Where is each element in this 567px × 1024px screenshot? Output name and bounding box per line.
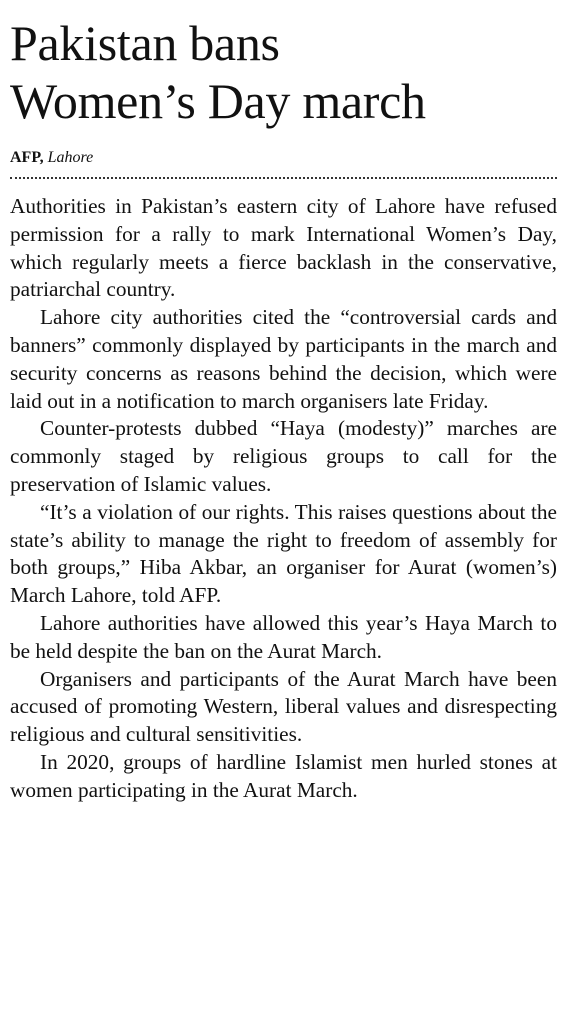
- headline-line-2: Women’s Day march: [10, 73, 426, 129]
- byline-place: Lahore: [47, 149, 94, 166]
- headline-line-1: Pakistan bans: [10, 15, 280, 71]
- article-body: [10, 193, 557, 805]
- paragraph-6: Organisers and participants of the Aurat March have been accused of promoting Western, liberal values and disrespecting religious and cultural sensitivities.: [10, 666, 557, 747]
- news-article: [10, 14, 557, 805]
- dotted-divider: [10, 177, 557, 179]
- paragraph-1: Authorities in Pakistan’s eastern city of Lahore have refused permission for a rally to mark International Women’s Day, which regularly meets a fierce backlash in the conservative, patriarchal country.: [10, 194, 557, 302]
- byline: [10, 148, 557, 168]
- headline: [10, 14, 557, 130]
- paragraph-4: “It’s a violation of our rights. This raises questions about the state’s ability to manage the right to freedom of assembly for both groups,” Hiba Akbar, an organiser for Aurat (women’s) March Lahore, told AFP.: [10, 499, 557, 608]
- paragraph-5: Lahore authorities have allowed this year’s Haya March to be held despite the ban on the Aurat March.: [10, 610, 557, 663]
- paragraph-7: In 2020, groups of hardline Islamist men hurled stones at women participating in the Aurat March.: [10, 749, 557, 802]
- byline-agency: AFP,: [10, 149, 44, 166]
- paragraph-2: Lahore city authorities cited the “controversial cards and banners” commonly displayed by participants in the march and security concerns as reasons behind the decision, which were laid out in a notification to march organisers late Friday.: [10, 305, 557, 413]
- paragraph-3: Counter-protests dubbed “Haya (modesty)” marches are commonly staged by religious groups to call for the preservation of Islamic values.: [10, 416, 557, 496]
